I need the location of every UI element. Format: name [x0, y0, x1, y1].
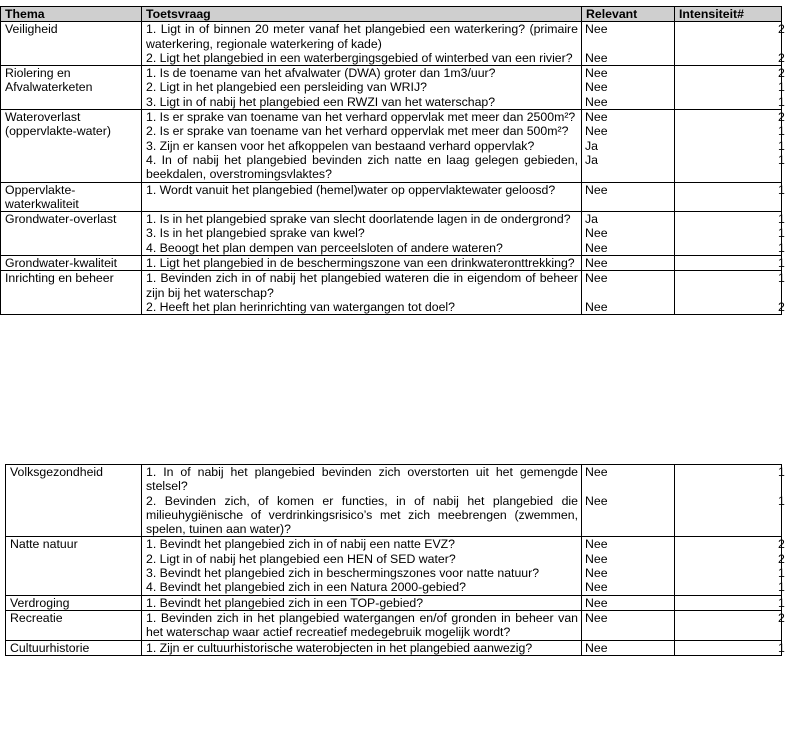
intensiteit-value: 2 — [778, 299, 785, 314]
intensiteit-cell — [675, 212, 785, 256]
thema-label: Inrichting en beheer — [5, 271, 114, 286]
thema-label: Grondwater-kwaliteit — [5, 256, 118, 271]
relevant-value: Nee — [585, 595, 608, 610]
table-row — [6, 610, 782, 640]
toetsvraag-cell — [142, 640, 582, 655]
toetsvraag-cell — [142, 610, 582, 640]
question-text: 3. Bevindt het plangebied zich in beschermingszones voor natte natuur? — [146, 566, 540, 581]
intensiteit-value: 1 — [778, 256, 785, 271]
thema-label: Volksgezondheid — [10, 465, 103, 479]
intensiteit-value: 1 — [778, 271, 785, 286]
relevant-value: Nee — [585, 610, 608, 625]
thema-cell — [6, 465, 142, 537]
thema-cell — [1, 22, 142, 66]
relevant-cell — [582, 271, 675, 315]
intensiteit-value: 2 — [778, 537, 785, 552]
table-row — [1, 110, 782, 182]
intensiteit-value: 2 — [778, 22, 785, 37]
relevant-value: Nee — [585, 271, 608, 286]
table-row — [6, 465, 782, 537]
intensiteit-value: 1 — [778, 226, 785, 241]
intensiteit-value: 2 — [778, 50, 785, 65]
toetsvraag-cell — [142, 22, 582, 66]
relevant-cell — [582, 22, 675, 66]
table-row — [1, 212, 782, 256]
question-text: 3. Ligt in of nabij het plangebied een RWZI van het waterschap? — [146, 94, 496, 109]
relevant-value: Nee — [585, 566, 608, 581]
question-text: 2. Ligt het plangebied in een waterbergingsgebied of winterbed van een rivier? — [146, 50, 573, 65]
question-text: 2. Ligt in het plangebied een persleiding van WRIJ? — [146, 80, 427, 95]
question-text: 1. Ligt het plangebied in de beschermingszone van een drinkwateronttrekking? — [146, 256, 575, 271]
relevant-cell — [582, 610, 675, 640]
intensiteit-value: 2 — [778, 66, 785, 81]
intensiteit-cell — [675, 256, 785, 271]
intensiteit-cell — [675, 610, 785, 640]
intensiteit-value: 1 — [778, 493, 785, 508]
relevant-value: Nee — [585, 110, 608, 125]
relevant-value: Nee — [585, 240, 608, 255]
relevant-value: Nee — [585, 465, 608, 479]
intensiteit-value: 2 — [778, 610, 785, 625]
table-row — [1, 182, 782, 212]
question-text: 1. Ligt in of binnen 20 meter vanaf het plangebied een waterkering? (primaire waterkering, regionale waterkering of kade) — [146, 22, 578, 51]
intensiteit-value: 1 — [778, 124, 785, 139]
table-row — [1, 271, 782, 315]
intensiteit-value: 1 — [778, 138, 785, 153]
question-text: 2. Bevinden zich, of komen er functies, in of nabij het plangebied die milieuhygiënische of verdrinkingsrisico’s met zich meebrengen (zwemmen, spelen, tuinen aan water)? — [146, 493, 578, 537]
question-text: 4. Beoogt het plan dempen van perceelsloten of andere wateren? — [146, 240, 503, 255]
relevant-value: Nee — [585, 551, 608, 566]
question-text: 1. Bevindt het plangebied zich in of nabij een natte EVZ? — [146, 537, 456, 552]
thema-cell — [6, 640, 142, 655]
thema-cell — [1, 110, 142, 182]
question-text: 1. Wordt vanuit het plangebied (hemel)water op oppervlaktewater geloosd? — [146, 182, 556, 197]
toetsvraag-cell — [142, 256, 582, 271]
thema-label: Veiligheid — [5, 22, 58, 37]
thema-cell — [1, 182, 142, 212]
relevant-value: Nee — [585, 493, 608, 508]
intensiteit-value: 1 — [778, 465, 785, 479]
relevant-value: Nee — [585, 80, 608, 95]
intensiteit-cell — [675, 182, 785, 212]
table-body — [1, 22, 785, 315]
header-intensiteit: Intensiteit# — [675, 7, 782, 22]
table-row — [6, 537, 782, 595]
relevant-value: Nee — [585, 124, 608, 139]
relevant-cell — [582, 110, 675, 182]
relevant-value: Nee — [585, 299, 608, 314]
relevant-cell — [582, 182, 675, 212]
relevant-value: Nee — [585, 537, 608, 552]
question-text: 1. Zijn er cultuurhistorische waterobjecten in het plangebied aanwezig? — [146, 640, 533, 655]
thema-label: Cultuurhistorie — [10, 640, 90, 655]
intensiteit-value: 1 — [778, 240, 785, 255]
intensiteit-cell — [675, 271, 785, 315]
question-text: 3. Is in het plangebied sprake van kwel? — [146, 226, 365, 241]
relevant-value: Nee — [585, 580, 608, 595]
table-row — [6, 595, 782, 610]
intensiteit-value: 1 — [778, 182, 785, 197]
header-toetsvraag: Toetsvraag — [142, 7, 582, 22]
toetsvraag-cell — [142, 465, 582, 537]
intensiteit-value: 1 — [778, 80, 785, 95]
relevant-value: Nee — [585, 182, 608, 197]
relevant-cell — [582, 256, 675, 271]
relevant-value: Nee — [585, 94, 608, 109]
header-row — [1, 7, 782, 22]
question-text: 4. In of nabij het plangebied bevinden zich natte en laag gelegen gebieden, beekdalen, overstromingsvlaktes? — [146, 152, 578, 182]
toetsvraag-cell — [142, 212, 582, 256]
intensiteit-cell — [675, 640, 785, 655]
toetsvraag-cell — [142, 66, 582, 110]
relevant-cell — [582, 595, 675, 610]
table-row — [1, 66, 782, 110]
intensiteit-value: 1 — [778, 566, 785, 581]
thema-cell — [1, 212, 142, 256]
question-text: 1. Bevindt het plangebied zich in een TOP-gebied? — [146, 595, 424, 610]
question-text: 2. Heeft het plan herinrichting van watergangen tot doel? — [146, 299, 455, 314]
thema-label: Wateroverlast (oppervlakte-water) — [5, 110, 111, 139]
table-body — [6, 465, 785, 656]
relevant-value: Ja — [585, 138, 598, 153]
toetsvraag-cell — [142, 271, 582, 315]
question-text: 1. Is de toename van het afvalwater (DWA) groter dan 1m3/uur? — [146, 66, 496, 81]
header-relevant: Relevant — [582, 7, 675, 22]
toetsvraag-cell — [142, 595, 582, 610]
question-text: 1. Bevinden zich in of nabij het plangebied wateren die in eigendom of beheer zijn bij het waterschap? — [146, 271, 578, 300]
intensiteit-value: 2 — [778, 110, 785, 125]
thema-cell — [1, 256, 142, 271]
toetsvraag-cell — [142, 110, 582, 182]
table-row — [1, 22, 782, 66]
thema-label: Riolering en Afvalwaterketen — [5, 66, 93, 95]
thema-cell — [1, 271, 142, 315]
relevant-cell — [582, 640, 675, 655]
relevant-value: Nee — [585, 50, 608, 65]
relevant-value: Ja — [585, 152, 598, 167]
toetsvraag-cell — [142, 182, 582, 212]
thema-cell — [6, 595, 142, 610]
intensiteit-cell — [675, 110, 785, 182]
question-text: 1. Is in het plangebied sprake van slecht doorlatende lagen in de ondergrond? — [146, 212, 571, 227]
thema-label: Grondwater-overlast — [5, 212, 117, 227]
header-thema: Thema — [1, 7, 142, 22]
question-text: 2. Ligt in of nabij het plangebied een HEN of SED water? — [146, 551, 456, 566]
thema-label: Natte natuur — [10, 537, 78, 552]
thema-label: Recreatie — [10, 610, 63, 625]
intensiteit-value: 1 — [778, 212, 785, 227]
thema-cell — [6, 537, 142, 595]
relevant-value: Nee — [585, 66, 608, 81]
toetsvraag-cell — [142, 537, 582, 595]
question-text: 1. In of nabij het plangebied bevinden zich overstorten uit het gemengde stelsel? — [146, 465, 578, 494]
intensiteit-cell — [675, 465, 785, 537]
intensiteit-cell — [675, 537, 785, 595]
toetsvragen-table — [0, 6, 785, 315]
question-text: 2. Is er sprake van toename van het verhard oppervlak met meer dan 500m²? — [146, 124, 569, 139]
intensiteit-value: 1 — [778, 580, 785, 595]
relevant-cell — [582, 465, 675, 537]
relevant-value: Nee — [585, 256, 608, 271]
intensiteit-value: 2 — [778, 551, 785, 566]
toetsvragen-table-continued — [5, 464, 785, 656]
relevant-cell — [582, 537, 675, 595]
relevant-value: Nee — [585, 22, 608, 37]
question-text: 1. Is er sprake van toename van het verhard oppervlak met meer dan 2500m²? — [146, 110, 576, 125]
relevant-cell — [582, 66, 675, 110]
intensiteit-value: 1 — [778, 94, 785, 109]
intensiteit-value: 1 — [778, 640, 785, 655]
intensiteit-cell — [675, 22, 785, 66]
relevant-value: Nee — [585, 640, 608, 655]
question-text: 4. Bevindt het plangebied zich in een Natura 2000-gebied? — [146, 580, 466, 595]
thema-label: Oppervlakte-waterkwaliteit — [5, 182, 79, 211]
intensiteit-value: 1 — [778, 595, 785, 610]
thema-cell — [6, 610, 142, 640]
intensiteit-cell — [675, 66, 785, 110]
question-text: 3. Zijn er kansen voor het afkoppelen van bestaand verhard oppervlak? — [146, 138, 535, 153]
intensiteit-value: 1 — [778, 152, 785, 167]
relevant-cell — [582, 212, 675, 256]
thema-label: Verdroging — [10, 595, 70, 610]
intensiteit-cell — [675, 595, 785, 610]
thema-cell — [1, 66, 142, 110]
question-text: 1. Bevinden zich in het plangebied watergangen en/of gronden in beheer van het waterschap waar actief recreatief medegebruik mogelijk wordt? — [146, 610, 578, 640]
table-row — [1, 256, 782, 271]
relevant-value: Ja — [585, 212, 598, 227]
table-row — [6, 640, 782, 655]
relevant-value: Nee — [585, 226, 608, 241]
